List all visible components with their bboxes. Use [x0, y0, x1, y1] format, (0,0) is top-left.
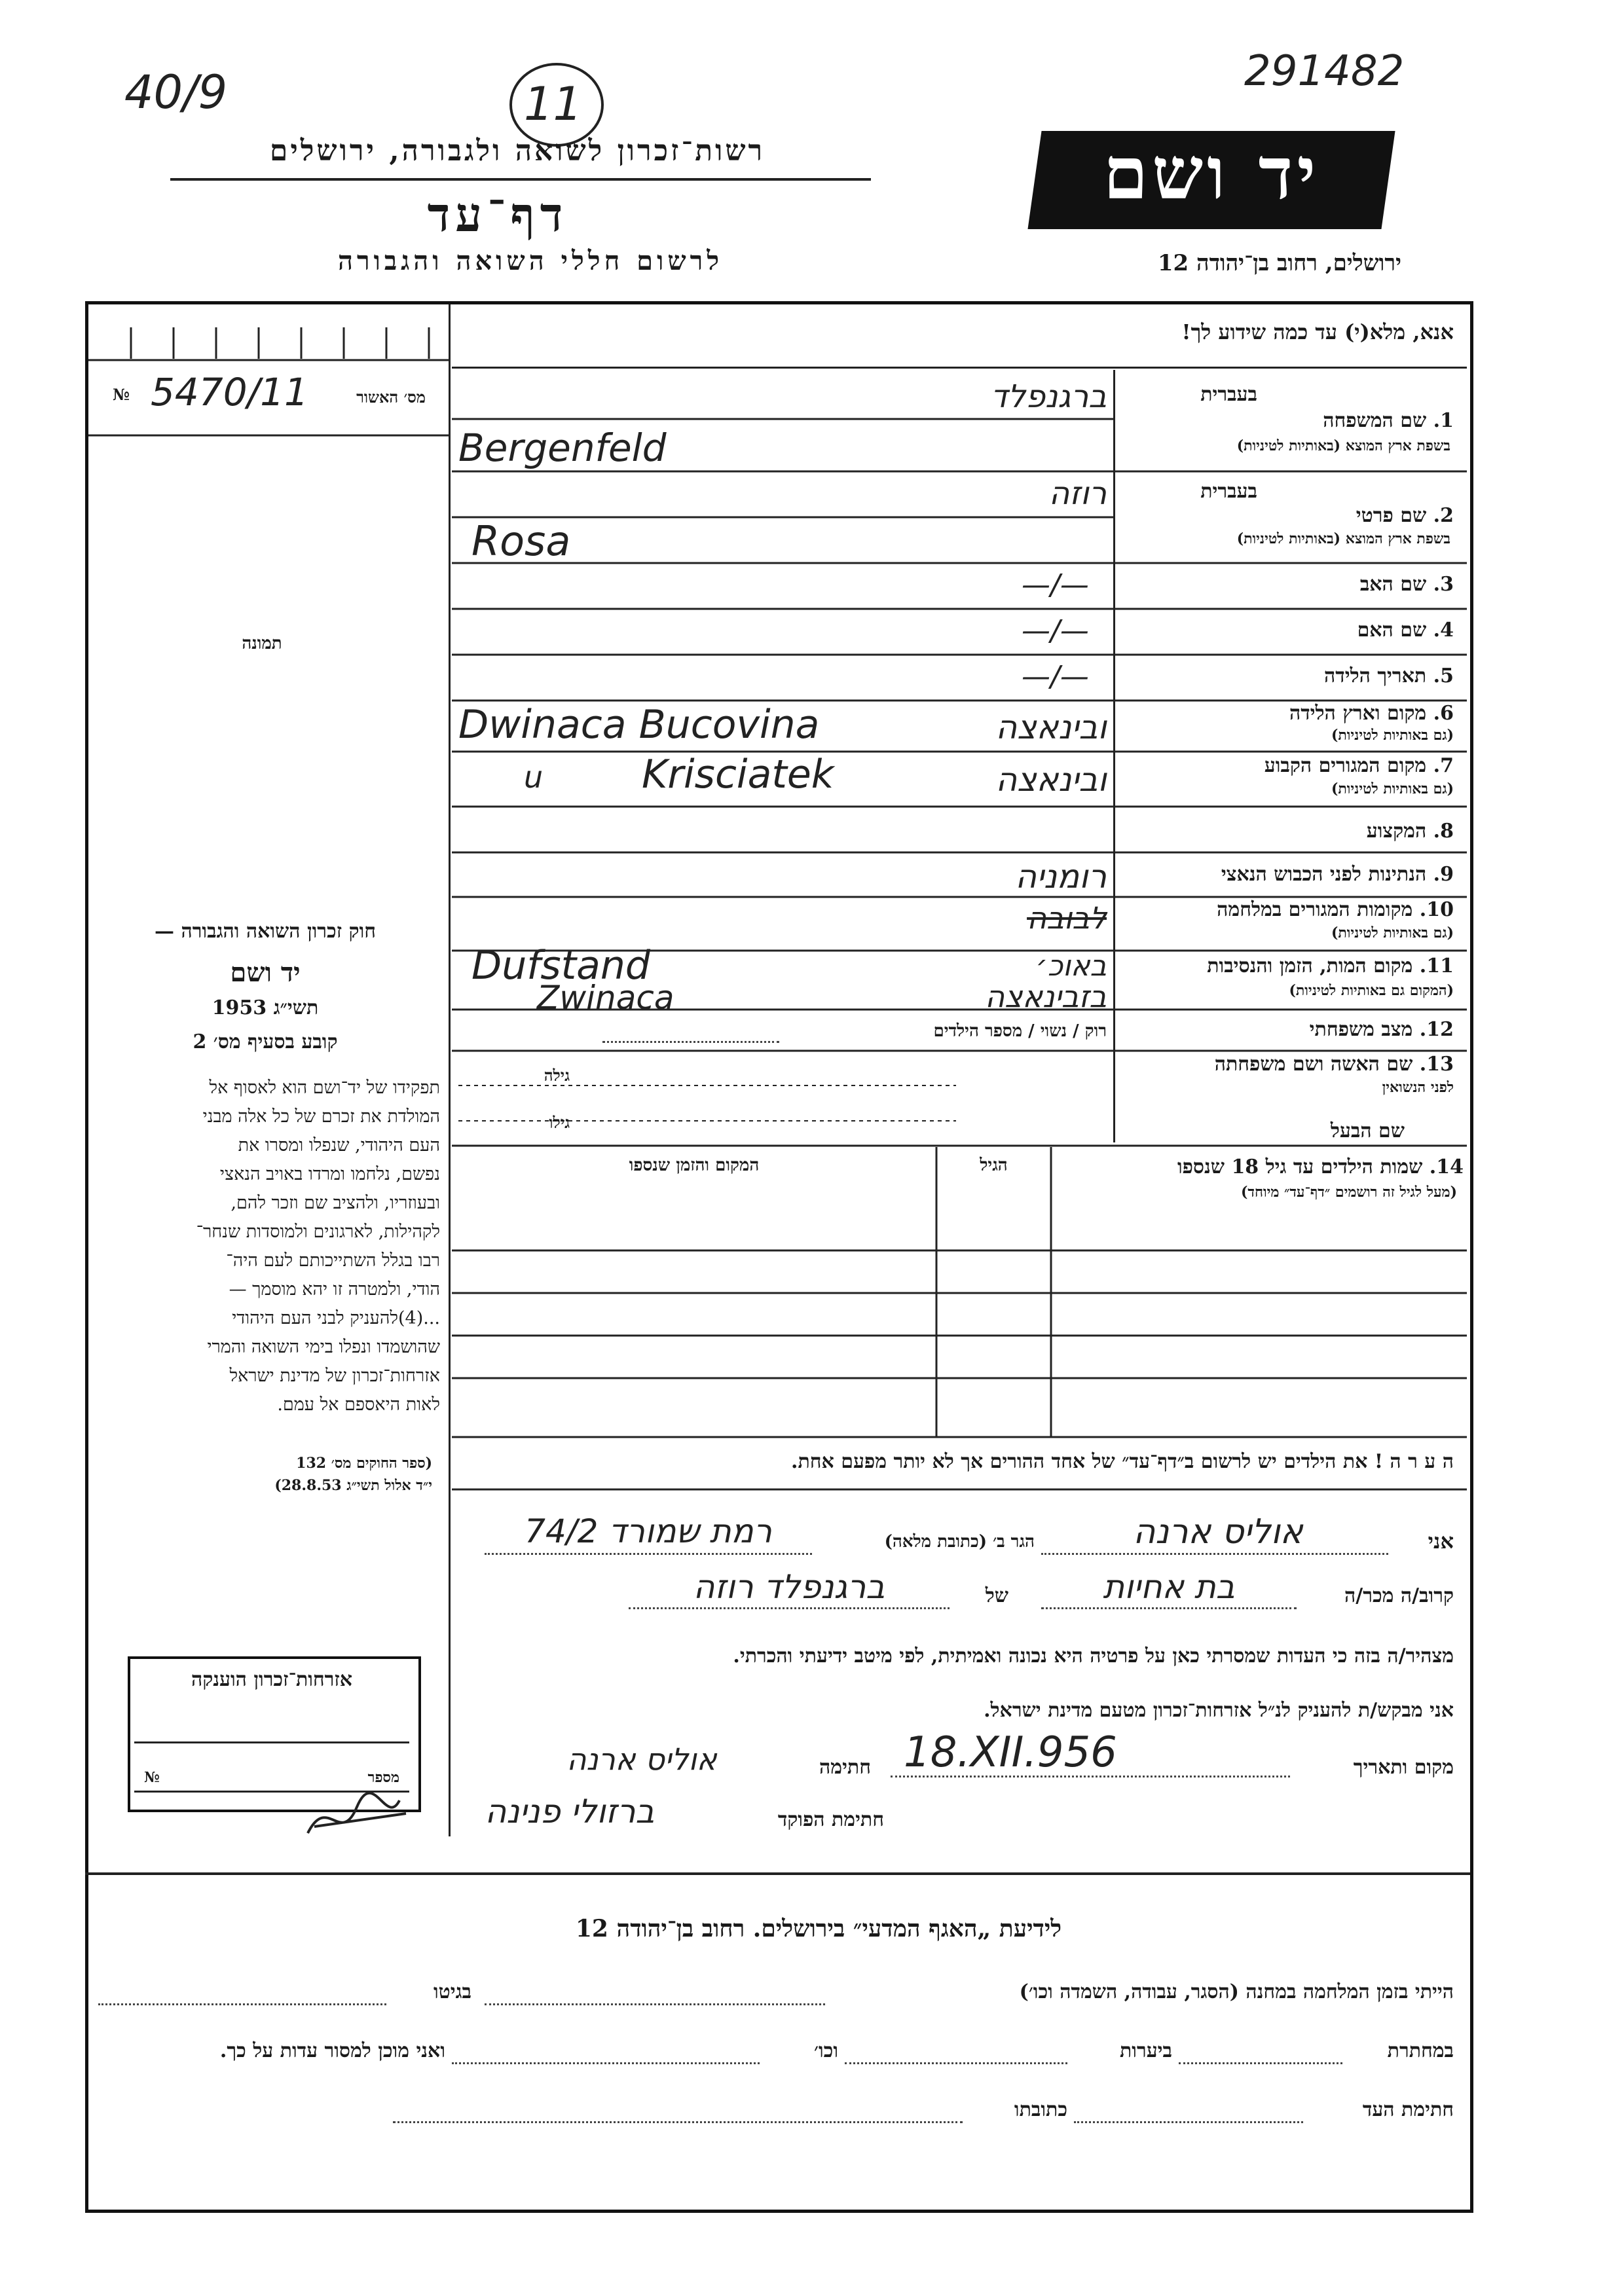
- mother-name-value: —/—: [1022, 614, 1089, 647]
- field2-sub: בשפת ארץ המוצא (באותיות לטיניות): [1236, 530, 1450, 547]
- field8-title: המקצוע: [1366, 820, 1427, 843]
- relation-value: בת אחיות: [1103, 1568, 1235, 1606]
- field6-title: מקום וארץ הלידה: [1289, 702, 1427, 725]
- law-body-line: רבו בגלל השתייכותם לעם היה־: [226, 1250, 440, 1271]
- law-body-line: העם היהודי, שנפלו ומסרו את: [238, 1135, 440, 1156]
- field2-title: שם פרטי: [1356, 504, 1427, 527]
- field6-sub: (גם באותיות לטיניות): [1331, 727, 1454, 744]
- field3-title: שם האב: [1359, 573, 1427, 596]
- approval-no-mark: №: [113, 385, 130, 404]
- law-body-line: תפקידו של יד־ושם הוא לאסוף אל: [209, 1078, 440, 1098]
- footer-rule: [85, 1872, 1470, 1875]
- birthplace-latin-value: Dwinaca Bucovina: [458, 702, 820, 748]
- footer-line3-b: כתובתו: [1014, 2098, 1067, 2121]
- citizenship-title: אזרחות־זכרון הוענקה: [191, 1668, 353, 1691]
- field11-title: מקום המות, הזמן והנסיבות: [1207, 955, 1413, 977]
- law-source-2: י״ד אלול תשי״ג 28.8.53): [274, 1477, 432, 1494]
- birthplace-hebrew-value: ובינאצה: [995, 708, 1107, 746]
- citizenship-number-label: מספר: [367, 1769, 399, 1786]
- death-place-latin-value-2: Zwinaca: [537, 979, 674, 1017]
- field11-number: 11.: [1419, 955, 1454, 977]
- request-text: אני מבקש/ת להעניק לנ״ל אזרחות־זכרון מטעם מדינת ישראל.: [984, 1699, 1454, 1722]
- footer-line2-b: ביערות: [1119, 2039, 1172, 2062]
- field10-sub: (גם באותיות לטיניות): [1331, 924, 1454, 941]
- residence-latin-value: Krisciatek: [642, 752, 834, 797]
- field9-number: 9.: [1433, 863, 1454, 886]
- law-body-line: נפשם, נלחמו ומרדו באויב הנאצי: [219, 1164, 440, 1184]
- residence-hebrew-value: ובינאצה: [995, 761, 1107, 799]
- nationality-value: רומניה: [1015, 858, 1107, 896]
- law-body-line: ובעוזריו, ולהציב שם וזכר להם,: [231, 1193, 440, 1213]
- footer-line1-b: בגיטו: [433, 1980, 471, 2003]
- official-signature-label: חתימת הפוקד: [777, 1808, 884, 1831]
- residence-prefix-value: u: [524, 759, 544, 795]
- death-place-hebrew-value: באוכ׳: [1035, 949, 1107, 983]
- declarant-name-value: אוליס ארנה: [1133, 1512, 1303, 1552]
- signature-value: אוליס ארנה: [566, 1741, 717, 1777]
- field13-sub: לפני הנשואין: [1382, 1079, 1454, 1096]
- wife-age-label: גילה: [544, 1066, 570, 1085]
- yad-vashem-logo-text: יד ושם: [1103, 131, 1320, 215]
- law-line2: יד ושם: [230, 957, 301, 988]
- firstname-latin-value: Rosa: [471, 517, 571, 565]
- birth-date-value: —/—: [1022, 660, 1089, 693]
- field9-title: הנתינות לפני הכבוש הנאצי: [1221, 863, 1427, 886]
- field1-in-hebrew: בעברית: [1200, 383, 1257, 406]
- field1-title: שם המשפחה: [1323, 409, 1427, 432]
- citizenship-no-mark: №: [144, 1769, 160, 1786]
- of-label: של: [985, 1584, 1008, 1607]
- official-signature-value: ברזולי פנינה: [485, 1793, 655, 1831]
- signature-label: חתימה: [819, 1756, 871, 1779]
- date-value: 18.XII.956: [904, 1728, 1117, 1777]
- death-place-hebrew-value-2: בזבינאצה: [985, 979, 1107, 1014]
- field7-title: מקום המגורים הקבוע: [1264, 754, 1427, 777]
- field4-number: 4.: [1433, 619, 1454, 642]
- field5-number: 5.: [1433, 665, 1454, 687]
- field8-number: 8.: [1433, 820, 1454, 843]
- field7-number: 7.: [1433, 754, 1454, 777]
- law-body-line: שהושמדו ונפלו בימי השואה והמרי: [207, 1337, 440, 1357]
- circled-number-annotation: 11: [524, 77, 583, 131]
- field2-number: 2.: [1433, 504, 1454, 527]
- declarant-address-value: רמת שמורד 74/2: [525, 1512, 772, 1550]
- husband-label: שם הבעל: [1330, 1120, 1405, 1142]
- father-name-value: —/—: [1022, 568, 1089, 602]
- children-title-text: שמות הילדים עד גיל 18 שנספו: [1177, 1156, 1423, 1178]
- children-number: 14.: [1429, 1156, 1464, 1178]
- law-body-line: לאות היאספם אל עמם.: [277, 1394, 440, 1415]
- authority-name: רשות־זכרון לשואה ולגבורה, ירושלים: [269, 134, 766, 168]
- footer-line1-blank-2: [98, 2003, 386, 2005]
- field13-title: שם האשה ושם משפחתה: [1214, 1053, 1413, 1076]
- footer-line2-a: במחתרת: [1387, 2039, 1454, 2062]
- law-body-line: המולדת את זכרם של כל אלה מבני: [202, 1106, 440, 1127]
- husband-age-label: גילו: [549, 1113, 570, 1132]
- law-body-line: לקהילות, לארגונים ולמוסדות שנחר־: [196, 1222, 440, 1242]
- death-place-latin-value: Dufstand: [471, 943, 651, 989]
- footer-line1-a: הייתי בזמן המלחמה במחנה (הסגר, עבודה, השמדה וכו׳): [1019, 1980, 1454, 2003]
- footer-line3-blank-b: [393, 2121, 963, 2123]
- field3-number: 3.: [1433, 573, 1454, 596]
- field1-sub: בשפת ארץ המוצא (באותיות לטיניות): [1236, 437, 1450, 454]
- firstname-hebrew-value: רוזה: [1048, 475, 1107, 512]
- place-date-label: מקום ותאריך: [1353, 1756, 1454, 1779]
- footer-line3-a: חתימת העד: [1362, 2098, 1454, 2121]
- field10-number: 10.: [1419, 898, 1454, 921]
- field11-sub: (המקום גם באותיות לטיניות): [1289, 982, 1454, 999]
- approval-number: 5470/11: [151, 370, 308, 414]
- law-body-line: ...(4)להעניק לבני העם היהודי: [232, 1308, 440, 1328]
- record-number-annotation: 291482: [1244, 47, 1405, 96]
- footer-line3-blank-a: [1074, 2121, 1303, 2123]
- field12-title: מצב משפחתי: [1309, 1018, 1413, 1041]
- law-line4: קובע בסעיף מס׳ 2: [193, 1030, 338, 1053]
- relation-label: קרוב/ה מכר/ה: [1344, 1584, 1454, 1607]
- declarant-resides-label: הגר ב׳ (כתובת מלאה): [884, 1532, 1035, 1552]
- form-title: דף־עד: [427, 187, 568, 242]
- field13-number: 13.: [1419, 1053, 1454, 1076]
- field7-sub: (גם באותיות לטיניות): [1331, 780, 1454, 797]
- field5-title: תאריך הלידה: [1324, 665, 1427, 687]
- law-source-1: (ספר החוקים מס׳ 132: [296, 1455, 432, 1472]
- remark-note: ה ע ר ה ! את הילדים יש לרשום ב״דף־עד״ של אחד ההורים אך לא יותר מפעם אחת.: [791, 1450, 1454, 1473]
- photo-label: תמונה: [242, 634, 282, 653]
- page-number-annotation: 40/9: [124, 65, 228, 119]
- law-line1: חוק זכרון השואה והגבורה —: [155, 920, 376, 943]
- footer-line1-blank: [485, 2003, 825, 2005]
- surname-hebrew-value: ברגנפלד: [990, 378, 1107, 415]
- surname-latin-value: Bergenfeld: [458, 426, 667, 470]
- field4-title: שם האם: [1357, 619, 1427, 642]
- footer-line2-d: ואני מוכן למסור עדות על כך.: [219, 2039, 445, 2062]
- footer-title: לידיעת „האגף המדעי״ בירושלים. רחוב בן־יהודה 12: [575, 1915, 1062, 1942]
- footer-line2-c: וכו׳: [814, 2039, 838, 2062]
- field10-title: מקומות המגורים במלחמה: [1217, 898, 1413, 921]
- footer-line2-blank-c: [452, 2062, 760, 2064]
- wartime-residence-value: לבובה: [1027, 900, 1107, 936]
- children-place-header: המקום והזמן שנספו: [629, 1156, 760, 1175]
- field6-number: 6.: [1433, 702, 1454, 725]
- footer-line2-blank-a: [1179, 2062, 1342, 2064]
- field1-number: 1.: [1433, 409, 1454, 432]
- field2-in-hebrew: בעברית: [1200, 480, 1257, 503]
- law-body-line: אזרחות־זכרון של מדינת ישראל: [229, 1366, 440, 1386]
- field12-number: 12.: [1419, 1018, 1454, 1041]
- law-line3: תשי״ג 1953: [212, 996, 319, 1019]
- address: ירושלים, רחוב בן־יהודה 12: [1157, 250, 1401, 276]
- approval-label: מס׳ האשור: [356, 388, 426, 407]
- footer-line2-blank-b: [845, 2062, 1067, 2064]
- form-prompt: אנא, מלא(י) עד כמה שידוע לך!: [1181, 319, 1454, 344]
- form-subtitle: לרשום חללי השואה והגבורה: [337, 246, 724, 276]
- law-body-line: הודי, ולמטרה זו יהא מוסמך —: [229, 1279, 440, 1300]
- declarant-i-label: אני: [1428, 1529, 1454, 1554]
- declaration-text: מצהיר/ה בזה כי העדות שמסרתי כאן על פרטיה היא נכונה ואמיתית, לפי מיטב ידיעתי והכרתי.: [733, 1645, 1454, 1667]
- of-value: ברגנפלד רוזה: [693, 1568, 885, 1606]
- children-note: (מעל לגיל זה רושמים ״דף־עד״ מיוחד): [1240, 1184, 1457, 1201]
- children-age-header: הגיל: [980, 1156, 1008, 1175]
- marital-options: רוק / נשוי / מספר הילדים: [933, 1021, 1107, 1041]
